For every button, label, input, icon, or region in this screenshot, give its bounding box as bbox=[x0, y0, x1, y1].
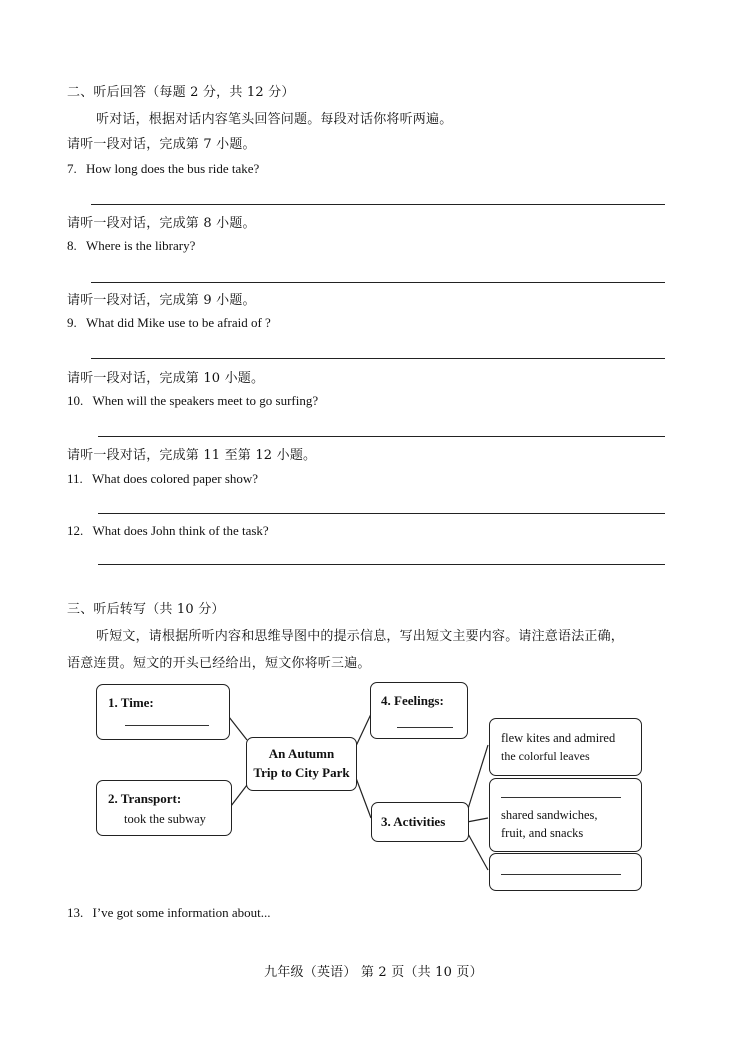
section3-instruction-line2: 语意连贯。短文的开头已经给出，短文你将听三遍。 bbox=[67, 656, 371, 671]
activity1-line2: the colorful leaves bbox=[501, 749, 590, 763]
mindmap-transport-box bbox=[96, 780, 232, 836]
connector-feelings bbox=[356, 714, 371, 746]
question-text: How long does the bus ride take? bbox=[86, 161, 260, 176]
activity-box-3 bbox=[489, 853, 642, 891]
transport-answer: took the subway bbox=[124, 812, 206, 826]
question-text: What did Mike use to be afraid of ? bbox=[86, 315, 271, 330]
section2-heading: 二、听后回答（每题 2 分，共 12 分） bbox=[67, 85, 295, 100]
activity-box-1 bbox=[489, 718, 642, 776]
question-number: 13. bbox=[67, 905, 84, 920]
section2-instruction: 听对话，根据对话内容笔头回答问题。每段对话你将听两遍。 bbox=[96, 112, 453, 127]
time-answer-blank[interactable] bbox=[125, 725, 209, 726]
question-text: Where is the library? bbox=[86, 238, 196, 253]
page-footer: 九年级（英语） 第 2 页（共 10 页） bbox=[264, 965, 483, 980]
prompt-q8: 请听一段对话，完成第 8 小题。 bbox=[67, 216, 256, 231]
activity1-line1: flew kites and admired bbox=[501, 731, 616, 745]
question-13 bbox=[67, 905, 271, 921]
activity-box-2 bbox=[489, 778, 642, 852]
center-title-line2: Trip to City Park bbox=[253, 765, 350, 780]
prompt-q7: 请听一段对话，完成第 7 小题。 bbox=[67, 137, 256, 152]
mindmap-activities-box bbox=[371, 802, 469, 842]
connector-transport bbox=[231, 785, 247, 806]
section3-heading: 三、听后转写（共 10 分） bbox=[67, 602, 225, 617]
connector-time bbox=[229, 717, 247, 740]
question-number: 10. bbox=[67, 393, 84, 408]
prompt-q10: 请听一段对话，完成第 10 小题。 bbox=[67, 371, 265, 386]
mindmap-center-box bbox=[246, 737, 357, 791]
activity2-answer-blank[interactable] bbox=[501, 797, 621, 798]
question-number: 12. bbox=[67, 523, 84, 538]
question-number: 7. bbox=[67, 161, 77, 176]
connector-activity3 bbox=[467, 832, 488, 870]
mindmap-time-box bbox=[96, 684, 230, 740]
activities-label: 3. Activities bbox=[381, 814, 446, 829]
question-text: I’ve got some information about... bbox=[92, 905, 271, 920]
prompt-q11-q12: 请听一段对话，完成第 11 至第 12 小题。 bbox=[67, 448, 317, 463]
prompt-q9: 请听一段对话，完成第 9 小题。 bbox=[67, 293, 256, 308]
center-title-line1: An Autumn bbox=[268, 746, 335, 761]
question-number: 11. bbox=[67, 471, 83, 486]
question-number: 9. bbox=[67, 315, 77, 330]
connector-activities bbox=[356, 778, 371, 818]
question-text: When will the speakers meet to go surfing? bbox=[92, 393, 319, 408]
feelings-label: 4. Feelings: bbox=[381, 693, 444, 708]
activity3-answer-blank[interactable] bbox=[501, 874, 621, 875]
question-text: What does John think of the task? bbox=[92, 523, 269, 538]
question-text: What does colored paper show? bbox=[92, 471, 259, 486]
activity2-line2: fruit, and snacks bbox=[501, 826, 584, 840]
connector-activity1 bbox=[467, 745, 488, 812]
time-label: 1. Time: bbox=[108, 695, 154, 710]
feelings-answer-blank[interactable] bbox=[397, 727, 453, 728]
mindmap-feelings-box bbox=[370, 682, 468, 739]
connector-activity2 bbox=[467, 818, 488, 822]
activity2-line1: shared sandwiches, bbox=[501, 808, 598, 822]
question-number: 8. bbox=[67, 238, 77, 253]
transport-label: 2. Transport: bbox=[108, 791, 182, 806]
section3-instruction-line1: 听短文，请根据所听内容和思维导图中的提示信息，写出短文主要内容。请注意语法正确， bbox=[96, 629, 625, 644]
